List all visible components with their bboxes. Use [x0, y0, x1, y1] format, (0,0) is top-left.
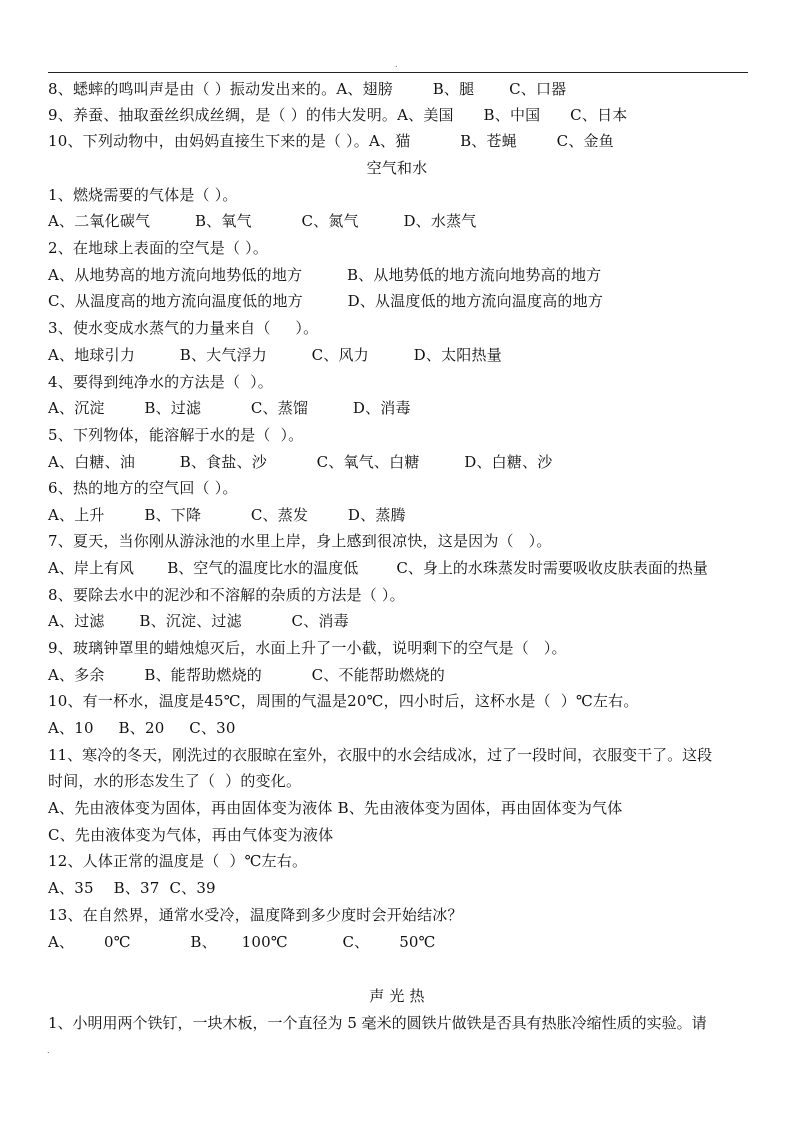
answer-options: A、地球引力 B、大气浮力 C、风力 D、太阳热量 — [48, 346, 502, 364]
answer-options: A、上升 B、下降 C、蒸发 D、蒸腾 — [48, 506, 406, 524]
question-line: 11、寒冷的冬天，刚洗过的衣服晾在室外，衣服中的水会结成冰，过了一段时间，衣服变干了。这段 — [48, 746, 713, 764]
answer-options: C、从温度高的地方流向温度低的地方 D、从温度低的地方流向温度高的地方 — [48, 292, 604, 310]
question-line: 1、小明用两个铁钉，一块木板，一个直径为 5 毫米的圆铁片做铁是否具有热胀冷缩性质的实验。请 — [48, 1014, 707, 1032]
question-line: 5、下列物体，能溶解于水的是（ ）。 — [48, 426, 304, 444]
answer-options: A、 0℃ B、 100℃ C、 50℃ — [48, 933, 436, 951]
question-line: 6、热的地方的空气回（ ）。 — [48, 479, 238, 497]
question-line: 13、在自然界，通常水受冷，温度降到多少度时会开始结冰？ — [48, 906, 463, 924]
question-line: 12、人体正常的温度是（ ）℃左右。 — [48, 852, 308, 870]
section-heading-air-water: 空气和水 — [366, 159, 428, 177]
answer-options: A、从地势高的地方流向地势低的地方 B、从地势低的地方流向地势高的地方 — [48, 266, 602, 284]
question-line: 8、要除去水中的泥沙和不溶解的杂质的方法是（ ）。 — [48, 586, 405, 604]
answer-options: A、白糖、油 B、食盐、沙 C、氧气、白糖 D、白糖、沙 — [48, 453, 553, 471]
answer-options: A、沉淀 B、过滤 C、蒸馏 D、消毒 — [48, 399, 411, 417]
footer-mark: . — [47, 1046, 50, 1055]
answer-options: A、先由液体变为固体，再由固体变为液体 B、先由液体变为固体，再由固体变为气体 — [48, 799, 623, 817]
question-line: 9、养蚕、抽取蚕丝织成丝绸，是（ ）的伟大发明。A、美国 B、中国 C、日本 — [48, 106, 628, 124]
question-line: 10、有一杯水，温度是45℃，周围的气温是20℃，四小时后，这杯水是（ ）℃左右。 — [48, 692, 639, 710]
question-line: 8、蟋蟀的鸣叫声是由（ ）振动发出来的。A、翅膀 B、腿 C、口器 — [48, 80, 567, 98]
header-rule — [48, 72, 748, 73]
question-line: 9、玻璃钟罩里的蜡烛熄灭后，水面上升了一小截，说明剩下的空气是（ ）。 — [48, 639, 567, 657]
header-mark: . — [395, 60, 398, 69]
question-line: 3、使水变成水蒸气的力量来自（ ）。 — [48, 319, 319, 337]
answer-options: A、岸上有风 B、空气的温度比水的温度低 C、身上的水珠蒸发时需要吸收皮肤表面的热量 — [48, 559, 708, 577]
question-line: 10、下列动物中，由妈妈直接生下来的是（ ）。A、猫 B、苍蝇 C、金鱼 — [48, 132, 614, 150]
answer-options: A、二氧化碳气 B、氧气 C、氮气 D、水蒸气 — [48, 212, 477, 230]
answer-options: C、先由液体变为气体，再由气体变为液体 — [48, 826, 334, 844]
question-line: 2、在地球上表面的空气是（ ）。 — [48, 239, 269, 257]
answer-options: A、多余 B、能帮助燃烧的 C、不能帮助燃烧的 — [48, 666, 445, 684]
answer-options: A、过滤 B、沉淀、过滤 C、消毒 — [48, 612, 349, 630]
answer-options: A、10 B、20 C、30 — [48, 719, 236, 737]
question-line: 4、要得到纯净水的方法是（ ）。 — [48, 373, 273, 391]
question-line: 1、燃烧需要的气体是（ ）。 — [48, 186, 238, 204]
section-heading-sound-light-heat: 声 光 热 — [369, 987, 425, 1005]
question-line: 时间，水的形态发生了（ ）的变化。 — [48, 772, 302, 790]
answer-options: A、35 B、37 C、39 — [48, 879, 216, 897]
question-line: 7、夏天，当你刚从游泳池的水里上岸，身上感到很凉快，这是因为（ ）。 — [48, 532, 552, 550]
